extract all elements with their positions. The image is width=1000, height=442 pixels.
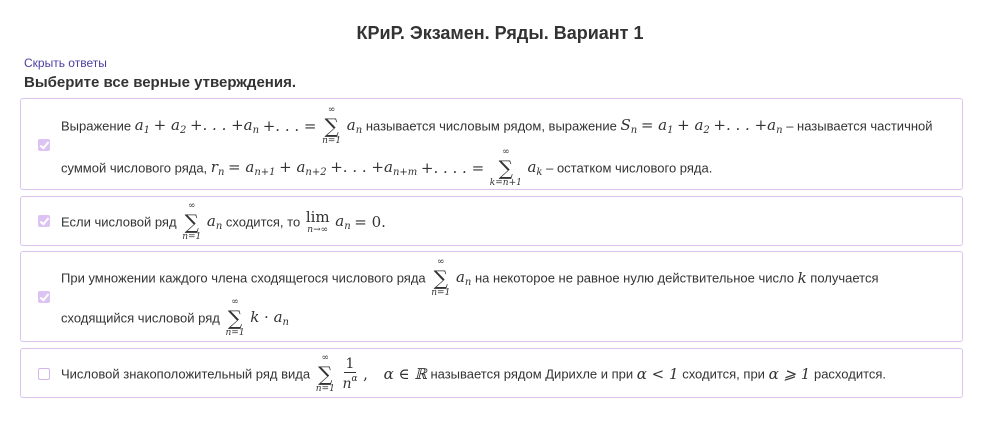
math-term: $a_1$ (134, 116, 151, 136)
math-term: α < 1 (636, 365, 679, 383)
option-3-line-2 (61, 297, 289, 339)
sum-symbol: ∞ ∑ n=1 (322, 105, 342, 146)
math-term: $S_n$ (620, 116, 638, 136)
math-term: = $a_1$ (640, 116, 674, 136)
option-1-text-2: называется числовым рядом, выражение (365, 118, 617, 134)
option-1-text-3: – называется частичной (786, 118, 933, 134)
math-term: k (797, 269, 807, 287)
option-4-line-1 (61, 353, 886, 395)
option-3-text-4: сходящийся числовой ряд (61, 310, 220, 326)
option-4-text-2: называется рядом Дирихле и при (430, 366, 634, 382)
answer-option-2[interactable] (20, 196, 963, 246)
math-term: $a_n$ (455, 268, 472, 288)
option-2-text-2: сходится, то (225, 214, 301, 230)
option-4-text-1: Числовой знакоположительный ряд вида (61, 366, 311, 382)
answer-option-4[interactable] (20, 348, 963, 398)
math-term: + $a_2$ (677, 116, 710, 136)
option-4-text-3: сходится, при (682, 366, 765, 382)
page-title: КРиР. Экзамен. Ряды. Вариант 1 (356, 23, 644, 43)
math-term: = $a_{n+1}$ (228, 158, 276, 178)
math-term: α ∈ ℝ (383, 365, 427, 383)
math-term: +. . . $+a_n$ (713, 116, 783, 136)
answer-option-1[interactable] (20, 98, 963, 190)
option-2-text-1: Если числовой ряд (61, 214, 177, 230)
option-3-line-1 (61, 257, 879, 299)
answer-checkbox-4[interactable] (38, 368, 50, 380)
math-term: $a_k$ (527, 158, 543, 178)
sum-symbol: ∞ ∑ n=1 (225, 297, 245, 338)
hide-answers-link[interactable]: Скрыть ответы (24, 56, 107, 70)
option-1-text-4: суммой числового ряда, (61, 160, 208, 176)
math-term: $r_n$ (210, 158, 225, 178)
math-term: + $a_{n+2}$ (279, 158, 327, 178)
option-3-text-3: получается (810, 270, 879, 286)
math-term: $a_n$ (206, 212, 223, 232)
sum-symbol: ∞ ∑ n=1 (182, 201, 202, 242)
sum-symbol: ∞ ∑ k=n+1 (489, 147, 522, 188)
math-term: = 0. (354, 213, 386, 231)
math-term: α ⩾ 1 (768, 365, 811, 383)
math-term: + $a_2$ (153, 116, 187, 136)
math-term: +. . . = (262, 117, 317, 135)
math-term: , (363, 365, 368, 383)
option-1-text-1: Выражение (61, 118, 132, 134)
option-3-text-2: на некоторое не равное нулю действительное число (475, 270, 794, 286)
math-term: $a_n$ (346, 116, 363, 136)
answer-checkbox-2[interactable] (38, 215, 50, 227)
sum-symbol: ∞ ∑ n=1 (431, 257, 451, 298)
option-2-line-1 (61, 201, 386, 243)
math-term: $a_n$ (335, 212, 351, 232)
option-3-text-1: При умножении каждого члена сходящегося числового ряда (61, 270, 426, 286)
sum-symbol: ∞ ∑ n=1 (315, 353, 335, 394)
answer-checkbox-1[interactable] (38, 139, 50, 151)
fraction: $\frac{1}{n^\alpha}$ (342, 356, 358, 392)
option-1-line-1 (61, 105, 933, 147)
answer-option-3[interactable] (20, 251, 963, 342)
question-instruction: Выберите все верные утверждения. (24, 74, 296, 91)
option-4-text-4: расходится. (813, 366, 887, 382)
answer-checkbox-3[interactable] (38, 291, 50, 303)
math-term: $k \cdot a_n$ (250, 308, 289, 328)
math-term: +. . . . = (420, 159, 485, 177)
option-1-line-2 (61, 147, 712, 189)
math-term: +. . . $+a_n$ (189, 116, 260, 136)
limit-operator: lim n→∞ (305, 208, 330, 235)
math-term: +. . . $+a_{n+m}$ (330, 158, 418, 178)
option-1-text-5: – остатком числового ряда. (546, 160, 713, 176)
